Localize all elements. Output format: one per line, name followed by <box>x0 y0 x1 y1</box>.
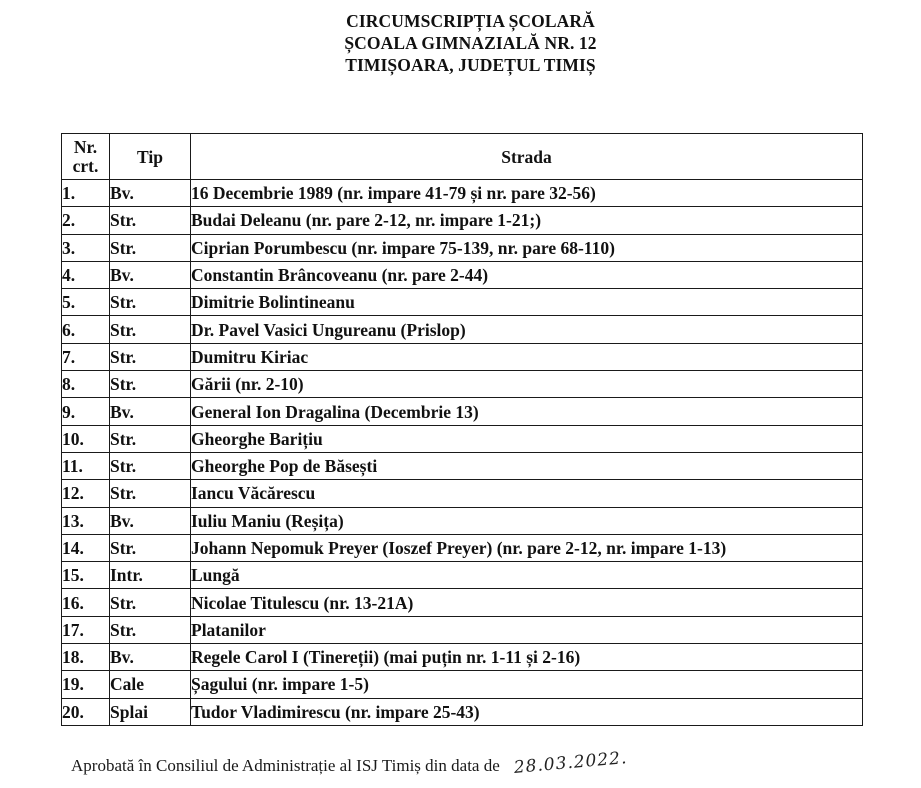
document-header <box>0 10 921 76</box>
header-line-circumscriptie: CIRCUMSCRIPȚIA ȘCOLARĂ <box>346 11 595 31</box>
column-header-nr-line1: Nr. <box>73 136 98 157</box>
cell-strada: Ciprian Porumbescu (nr. impare 75-139, nr. pare 68-110) <box>191 234 863 261</box>
cell-tip: Bv. <box>110 261 191 288</box>
cell-strada: Constantin Brâncoveanu (nr. pare 2-44) <box>191 261 863 288</box>
cell-nr-crt: 8. <box>62 371 110 398</box>
streets-table <box>61 133 863 726</box>
cell-nr-crt: 16. <box>62 589 110 616</box>
cell-strada: General Ion Dragalina (Decembrie 13) <box>191 398 863 425</box>
cell-nr-crt: 5. <box>62 289 110 316</box>
table-body <box>62 180 863 726</box>
header-line-school-name: ȘCOALA GIMNAZIALĂ NR. 12 <box>344 33 597 53</box>
cell-tip: Intr. <box>110 562 191 589</box>
table-row <box>62 398 863 425</box>
table-row <box>62 644 863 671</box>
table-row <box>62 480 863 507</box>
cell-tip: Str. <box>110 316 191 343</box>
cell-nr-crt: 6. <box>62 316 110 343</box>
cell-tip: Bv. <box>110 507 191 534</box>
cell-tip: Bv. <box>110 180 191 207</box>
table-row <box>62 207 863 234</box>
column-header-tip: Tip <box>110 134 191 180</box>
cell-nr-crt: 19. <box>62 671 110 698</box>
approval-text: Aprobată în Consiliul de Administrație al ISJ Timiș din data de <box>71 756 500 775</box>
cell-nr-crt: 1. <box>62 180 110 207</box>
column-header-strada: Strada <box>191 134 863 180</box>
table-row <box>62 261 863 288</box>
table-row <box>62 562 863 589</box>
cell-nr-crt: 15. <box>62 562 110 589</box>
cell-tip: Str. <box>110 234 191 261</box>
cell-tip: Bv. <box>110 398 191 425</box>
cell-tip: Str. <box>110 452 191 479</box>
cell-strada: Platanilor <box>191 616 863 643</box>
cell-nr-crt: 9. <box>62 398 110 425</box>
cell-strada: Iancu Văcărescu <box>191 480 863 507</box>
cell-strada: Iuliu Maniu (Reșița) <box>191 507 863 534</box>
cell-tip: Str. <box>110 343 191 370</box>
table-row <box>62 616 863 643</box>
cell-strada: Johann Nepomuk Preyer (Ioszef Preyer) (nr. pare 2-12, nr. impare 1-13) <box>191 534 863 561</box>
table-row <box>62 698 863 725</box>
cell-strada: Dr. Pavel Vasici Ungureanu (Prislop) <box>191 316 863 343</box>
cell-strada: Regele Carol I (Tinereții) (mai puțin nr. 1-11 și 2-16) <box>191 644 863 671</box>
cell-nr-crt: 4. <box>62 261 110 288</box>
cell-nr-crt: 7. <box>62 343 110 370</box>
cell-strada: Gării (nr. 2-10) <box>191 371 863 398</box>
cell-strada: Nicolae Titulescu (nr. 13-21A) <box>191 589 863 616</box>
table-row <box>62 316 863 343</box>
cell-strada: Budai Deleanu (nr. pare 2-12, nr. impare 1-21;) <box>191 207 863 234</box>
table-row <box>62 534 863 561</box>
cell-strada: Gheorghe Pop de Băsești <box>191 452 863 479</box>
cell-tip: Bv. <box>110 644 191 671</box>
cell-tip: Str. <box>110 289 191 316</box>
cell-nr-crt: 18. <box>62 644 110 671</box>
cell-nr-crt: 13. <box>62 507 110 534</box>
table-row <box>62 425 863 452</box>
column-header-nr-crt <box>62 134 110 180</box>
column-header-nr-line2: crt. <box>72 155 99 176</box>
cell-tip: Str. <box>110 589 191 616</box>
cell-strada: Gheorghe Barițiu <box>191 425 863 452</box>
cell-tip: Str. <box>110 616 191 643</box>
table-row <box>62 371 863 398</box>
cell-tip: Str. <box>110 425 191 452</box>
table-row <box>62 452 863 479</box>
cell-strada: Tudor Vladimirescu (nr. impare 25-43) <box>191 698 863 725</box>
cell-tip: Str. <box>110 371 191 398</box>
cell-tip: Splai <box>110 698 191 725</box>
cell-tip: Str. <box>110 480 191 507</box>
table-row <box>62 234 863 261</box>
cell-strada: Lungă <box>191 562 863 589</box>
table-row <box>62 289 863 316</box>
cell-strada: 16 Decembrie 1989 (nr. impare 41-79 și nr. pare 32-56) <box>191 180 863 207</box>
cell-nr-crt: 17. <box>62 616 110 643</box>
cell-nr-crt: 12. <box>62 480 110 507</box>
cell-nr-crt: 14. <box>62 534 110 561</box>
cell-nr-crt: 10. <box>62 425 110 452</box>
table-row <box>62 507 863 534</box>
table-row <box>62 180 863 207</box>
cell-tip: Cale <box>110 671 191 698</box>
cell-nr-crt: 20. <box>62 698 110 725</box>
table-row <box>62 343 863 370</box>
cell-tip: Str. <box>110 207 191 234</box>
cell-strada: Dimitrie Bolintineanu <box>191 289 863 316</box>
table-header-row <box>62 134 863 180</box>
cell-tip: Str. <box>110 534 191 561</box>
cell-nr-crt: 3. <box>62 234 110 261</box>
approval-statement <box>71 748 629 778</box>
table-row <box>62 671 863 698</box>
header-line-location: TIMIȘOARA, JUDEȚUL TIMIȘ <box>345 55 596 75</box>
table-row <box>62 589 863 616</box>
cell-nr-crt: 11. <box>62 452 110 479</box>
cell-strada: Dumitru Kiriac <box>191 343 863 370</box>
cell-nr-crt: 2. <box>62 207 110 234</box>
handwritten-date: 28.03.2022. <box>513 748 629 778</box>
cell-strada: Șagului (nr. impare 1-5) <box>191 671 863 698</box>
